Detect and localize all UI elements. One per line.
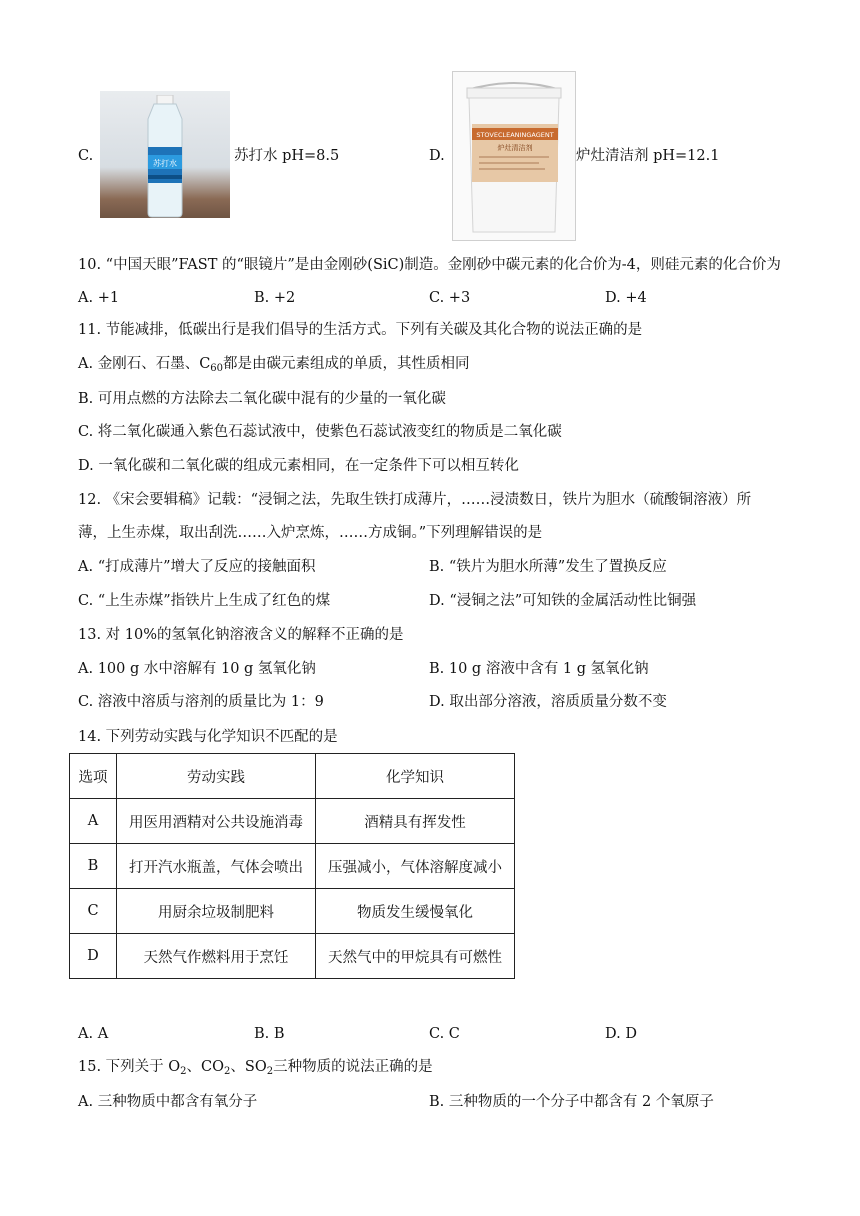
- bucket-label-cn: 炉灶清洁剂: [497, 144, 533, 152]
- soda-water-bottle-icon: [138, 95, 192, 218]
- table-row: [70, 934, 515, 979]
- soda-water-photo: [100, 91, 230, 218]
- q14-table: [69, 753, 515, 979]
- q12-option-b: B. “铁片为胆水所薄”发生了置换反应: [429, 559, 667, 575]
- q15-option-b: B. 三种物质的一个分子中都含有 2 个氧原子: [429, 1094, 714, 1110]
- q11-option-c: C. 将二氧化碳通入紫色石蕊试液中，使紫色石蕊试液变红的物质是二氧化碳: [78, 424, 562, 440]
- q13-option-b: B. 10 g 溶液中含有 1 g 氢氧化钠: [429, 661, 649, 677]
- q9-option-c-caption: 苏打水 pH=8.5: [234, 148, 340, 164]
- table-row: [70, 799, 515, 844]
- q10-option-a: A. +1: [78, 290, 120, 306]
- q10-stem: 10. “中国天眼”FAST 的“眼镜片”是由金刚砂(SiC)制造。金刚砂中碳元素的化合价为-4，则硅元素的化合价为: [78, 257, 781, 273]
- q10-option-c: C. +3: [429, 290, 471, 306]
- q12-stem-line1: 12. 《宋会要辑稿》记载：“浸铜之法，先取生铁打成薄片，……浸渍数日，铁片为胆水（硫酸铜溶液）所: [78, 492, 752, 508]
- q14-option-a: A. A: [78, 1026, 109, 1042]
- stove-cleaner-photo: [452, 71, 576, 241]
- bucket-label-en: STOVECLEANINGAGENT: [476, 131, 554, 139]
- table-row: [70, 889, 515, 934]
- q13-option-d: D. 取出部分溶液，溶质质量分数不变: [429, 694, 667, 710]
- table-cell: D: [70, 934, 117, 979]
- table-row: [70, 844, 515, 889]
- stove-cleaner-bucket-icon: [453, 72, 575, 240]
- table-cell: 物质发生缓慢氧化: [316, 889, 515, 934]
- q11-option-d: D. 一氧化碳和二氧化碳的组成元素相同，在一定条件下可以相互转化: [78, 458, 519, 474]
- table-cell: C: [70, 889, 117, 934]
- table-cell: 用医用酒精对公共设施消毒: [117, 799, 316, 844]
- table-cell: B: [70, 844, 117, 889]
- table-cell: A: [70, 799, 117, 844]
- q14-stem: 14. 下列劳动实践与化学知识不匹配的是: [78, 729, 338, 745]
- q12-option-a: A. “打成薄片”增大了反应的接触面积: [78, 559, 316, 575]
- table-cell: 压强减小，气体溶解度减小: [316, 844, 515, 889]
- q10-option-b: B. +2: [254, 290, 296, 306]
- q10-option-d: D. +4: [605, 290, 647, 306]
- q11-option-a: A. 金刚石、石墨、$C_{60}$都是由碳元素组成的单质，其性质相同: [78, 356, 470, 374]
- table-header-cell: 选项: [70, 754, 117, 799]
- table-cell: 用厨余垃圾制肥料: [117, 889, 316, 934]
- table-cell: 天然气作燃料用于烹饪: [117, 934, 316, 979]
- q15-stem: 15. 下列关于 $O_2$、$CO_2$、$SO_2$三种物质的说法正确的是: [78, 1059, 433, 1077]
- q13-stem: 13. 对 10%的氢氧化钠溶液含义的解释不正确的是: [78, 627, 404, 643]
- bottle-label-text: 苏打水: [153, 159, 177, 168]
- q9-option-d-letter: D.: [429, 148, 445, 164]
- table-cell: 酒精具有挥发性: [316, 799, 515, 844]
- table-header-cell: 化学知识: [316, 754, 515, 799]
- table-cell: 打开汽水瓶盖，气体会喷出: [117, 844, 316, 889]
- table-header-cell: 劳动实践: [117, 754, 316, 799]
- table-header-row: [70, 754, 515, 799]
- q12-stem-line2: 薄，上生赤煤，取出刮洗……入炉烹炼，……方成铜。”下列理解错误的是: [78, 525, 543, 541]
- q12-option-d: D. “浸铜之法”可知铁的金属活动性比铜强: [429, 593, 697, 609]
- q13-option-c: C. 溶液中溶质与溶剂的质量比为 1：9: [78, 694, 324, 710]
- q15-option-a: A. 三种物质中都含有氧分子: [78, 1094, 258, 1110]
- q11-option-b: B. 可用点燃的方法除去二氧化碳中混有的少量的一氧化碳: [78, 391, 446, 407]
- table-cell: 天然气中的甲烷具有可燃性: [316, 934, 515, 979]
- q14-option-b: B. B: [254, 1026, 285, 1042]
- q14-option-c: C. C: [429, 1026, 460, 1042]
- q12-option-c: C. “上生赤煤”指铁片上生成了红色的煤: [78, 593, 331, 609]
- q9-option-d-caption: 炉灶清洁剂 pH=12.1: [576, 148, 720, 164]
- q13-option-a: A. 100 g 水中溶解有 10 g 氢氧化钠: [78, 661, 316, 677]
- q9-option-c-letter: C.: [78, 148, 94, 164]
- q14-option-d: D. D: [605, 1026, 637, 1042]
- q11-stem: 11. 节能减排，低碳出行是我们倡导的生活方式。下列有关碳及其化合物的说法正确的是: [78, 322, 643, 338]
